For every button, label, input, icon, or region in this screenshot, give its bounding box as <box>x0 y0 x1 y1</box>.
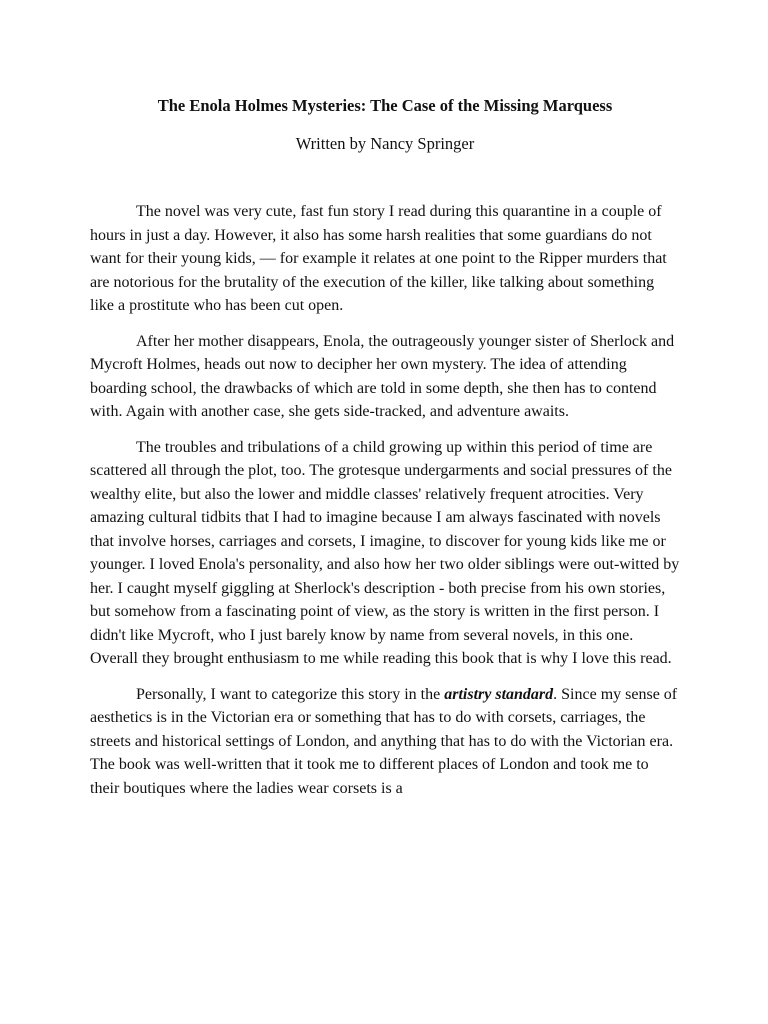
paragraph-4-lead: Personally, I want to categorize this story in the <box>136 685 445 703</box>
emphasized-term: artistry standard <box>444 685 554 703</box>
paragraph-2: After her mother disappears, Enola, the outrageously younger sister of Sherlock and Mycroft Holmes, heads out now to decipher her own mystery. The idea of attending boarding school, the drawbacks of which are told in some depth, she then has to contend with. Again with another case, she gets side-tracked, and adventure awaits. <box>90 332 675 420</box>
document-title: The Enola Holmes Mysteries: The Case of the Missing Marquess <box>157 96 613 115</box>
document-body <box>90 200 680 800</box>
paragraph-4 <box>90 683 680 801</box>
paragraph-1: The novel was very cute, fast fun story I read during this quarantine in a couple of hours in just a day. However, it also has some harsh realities that some guardians do not want for their young kids, — for example it relates at one point to the Ripper murders that are notorious for the brutality of the execution of the killer, like talking about something like a prostitute who has been cut open. <box>90 203 667 314</box>
document-page <box>90 94 680 812</box>
paragraph-4-rest: . Since my sense of aesthetics is in the Victorian era or something that has to do with corsets, carriages, the streets and historical settings of London, and anything that has to do with the Victorian era. The book was well-written that it took me to different places of London and took me to their boutiques where the ladies wear corsets is a <box>90 685 678 797</box>
author-line: Written by Nancy Springer <box>295 134 475 153</box>
paragraph-3: The troubles and tribulations of a child growing up within this period of time are scattered all through the plot, too. The grotesque undergarments and social pressures of the wealthy elite, but also the lower and middle classes' relatively frequent atrocities. Very amazing cultural tidbits that I had to imagine because I am always fascinated with novels that involve horses, carriages and corsets, I imagine, to discover for young kids like me or younger. I loved Enola's personality, and also how her two older siblings were out-witted by her. I caught myself giggling at Sherlock's description - both precise from his own stories, but somehow from a fascinating point of view, as the story is written in the first person. I didn't like Mycroft, who I just barely know by name from several novels, in this one. Overall they brought enthusiasm to me while reading this book that is why I love this read. <box>90 438 680 667</box>
